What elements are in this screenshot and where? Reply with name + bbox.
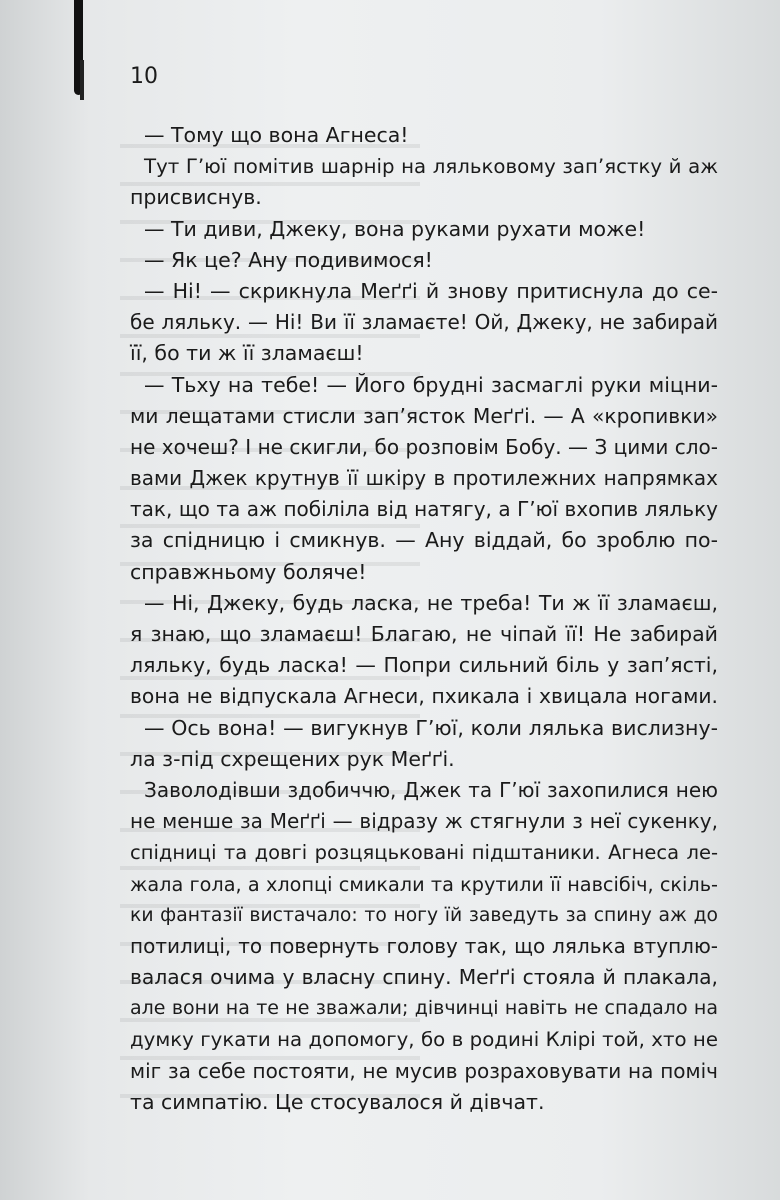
text-line: міг за себе постояти, не мусив розраховувати на поміч (130, 1058, 718, 1083)
text-line: я знаю, що зламаєш! Благаю, не чіпай її! Не забирай (130, 622, 718, 646)
text-line: так, що та аж побіліла від натягу, а Г’юї вхопив ляльку (130, 497, 718, 522)
text-line: справжньому боляче! (130, 559, 367, 584)
text-line: та симпатію. Це стосувалося й дівчат. (130, 1089, 545, 1114)
text-line: але вони на те не зважали; дівчинці навіть не спадало на (130, 997, 718, 1020)
text-line: — Ні, Джеку, будь ласка, не треба! Ти ж її зламаєш, (144, 590, 718, 615)
text-line: ла з-під схрещених рук Меґґі. (130, 746, 455, 771)
text-line: ми лещатами стисли зап’ясток Меґґі. — А «кропивки» (130, 403, 718, 428)
text-line: її, бо ти ж її зламаєш! (130, 341, 364, 366)
text-line: валася очима у власну спину. Меґґі стояла й плакала, (130, 965, 718, 990)
text-line: потилиці, то повернуть голову так, що лялька втуплю- (130, 933, 718, 958)
text-line: — Тьху на тебе! — Його брудні засмаглі руки міцни- (144, 372, 718, 397)
text-line: за спідницю і смикнув. — Ану віддай, бо зроблю по- (130, 528, 718, 553)
text-line: думку гукати на допомогу, бо в родині Клірі той, хто не (130, 1028, 718, 1052)
text-line: Тут Г’юї помітив шарнір на ляльковому зап’ястку й аж (144, 155, 718, 179)
text-line: присвиснув. (130, 185, 262, 210)
text-line: вами Джек крутнув її шкіру в протилежних напрямках (130, 466, 718, 491)
text-line: Заволодівши здобиччю, Джек та Г’юї захопилися нею (144, 777, 718, 802)
text-line: — Ось вона! — вигукнув Г’юї, коли лялька вислизну- (144, 715, 718, 740)
text-line: бе ляльку. — Ні! Ви її зламаєте! Ой, Джеку, не забирай (130, 310, 718, 335)
text-line: спідниці та довгі розцяцьковані підштаники. Агнеса ле- (130, 841, 718, 865)
text-line: — Як це? Ану подивимося! (144, 247, 433, 272)
text-line: — Ні! — скрикнула Меґґі й знову притиснула до се- (144, 278, 718, 303)
text-line: не менше за Меґґі — відразу ж стягнули з неї сукенку, (130, 809, 718, 834)
page-number: 10 (130, 64, 158, 89)
text-line: ки фантазії вистачало: то ногу їй заведуть за спину аж до (130, 904, 718, 926)
text-line: — Ти диви, Джеку, вона руками рухати може! (144, 216, 646, 241)
text-line: жала гола, а хлопці смикали та крутили її навсібіч, скіль- (130, 872, 718, 896)
text-line: ляльку, будь ласка! — Попри сильний біль у зап’ясті, (130, 653, 718, 678)
text-line: не хочеш? І не скигли, бо розповім Бобу. — З цими сло- (130, 434, 718, 459)
text-line: — Тому що вона Агнеса! (144, 123, 409, 147)
binding-shadow-tip (80, 60, 84, 100)
body-text (130, 120, 718, 1118)
text-line: вона не відпускала Агнеси, пхикала і хвицала ногами. (130, 684, 718, 709)
